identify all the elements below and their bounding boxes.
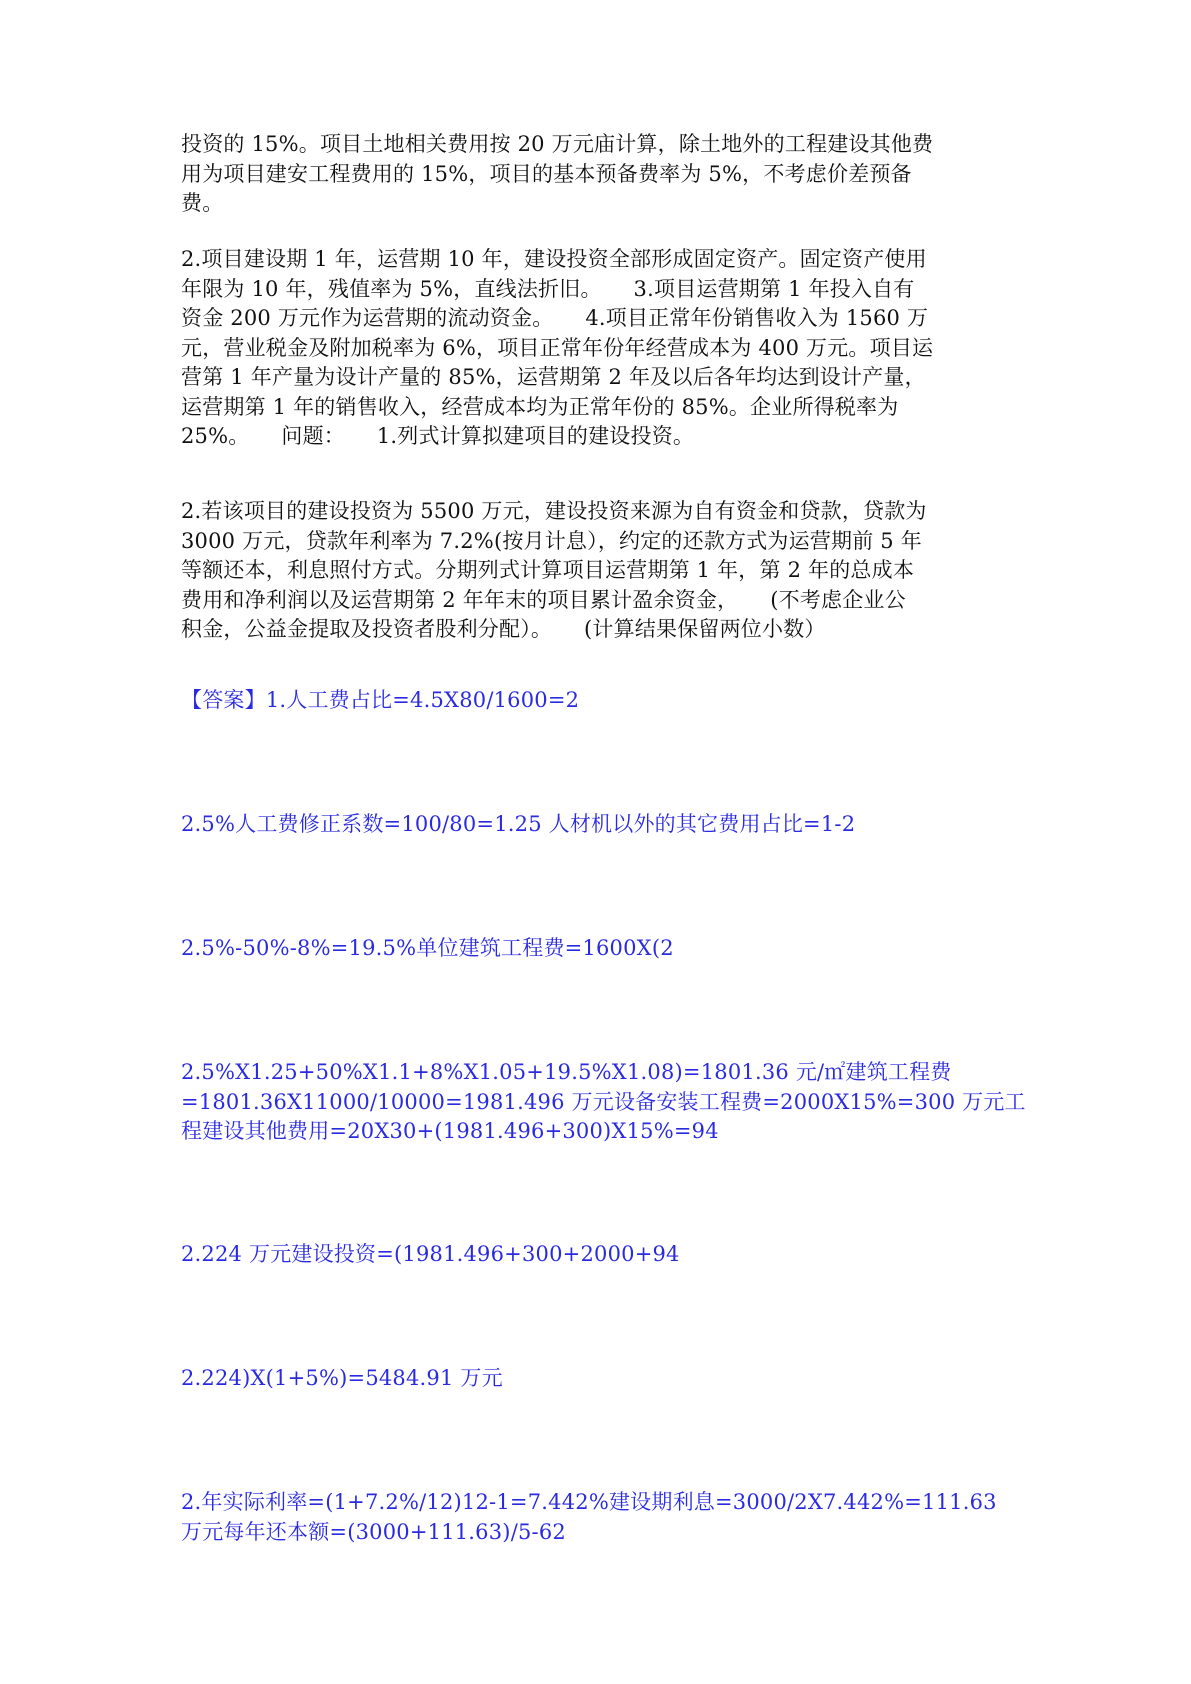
- answer-line-1: [181, 686, 1021, 716]
- text-line: 2.224 万元建设投资=(1981.496+300+2000+94: [181, 1242, 680, 1266]
- text-line: 2.224)X(1+5%)=5484.91 万元: [181, 1366, 503, 1390]
- text-line: 2.项目建设期 1 年，运营期 10 年，建设投资全部形成固定资产。固定资产使用: [181, 247, 927, 271]
- answer-line-3: [181, 934, 1021, 964]
- answer-line-5: [181, 1240, 1021, 1270]
- text-line: 投资的 15%。项目土地相关费用按 20 万元庙计算，除土地外的工程建设其他费: [181, 132, 934, 156]
- text-line: 3000 万元，贷款年利率为 7.2%(按月计息），约定的还款方式为运营期前 5 年: [181, 528, 922, 553]
- question-paragraph-2: [181, 245, 1021, 452]
- text-line: 2.年实际利率=(1+7.2%/12)12-1=7.442%建设期利息=3000/2X7.442%=111.63: [181, 1490, 997, 1514]
- answer-label: 【答案】: [181, 688, 266, 712]
- text-line: 费用和净利润以及运营期第 2 年年末的项目累计盈余资金， (不考虑企业公: [181, 587, 906, 612]
- question-paragraph-1: [181, 130, 1021, 219]
- text-line: 资金 200 万元作为运营期的流动资金。 4.项目正常年份销售收入为 1560 万: [181, 306, 929, 330]
- text-line: 程建设其他费用=20X30+(1981.496+300)X15%=94: [181, 1119, 719, 1143]
- text-line: 年限为 10 年，残值率为 5%，直线法折旧。 3.项目运营期第 1 年投入自有: [181, 276, 915, 301]
- text-line: 2.5%人工费修正系数=100/80=1.25 人材机以外的其它费用占比=1-2: [181, 812, 856, 836]
- question-paragraph-3: [181, 497, 1021, 645]
- answer-line-2: [181, 810, 1021, 840]
- text-line: 运营期第 1 年的销售收入，经营成本均为正常年份的 85%。企业所得税率为: [181, 394, 899, 419]
- answer-text: 1.人工费占比=4.5X80/1600=2: [265, 688, 580, 712]
- answer-paragraph-4: [181, 1058, 1026, 1147]
- text-line: 等额还本，利息照付方式。分期列式计算项目运营期第 1 年，第 2 年的总成本: [181, 558, 915, 582]
- answer-line-6: [181, 1364, 1021, 1394]
- text-line: =1801.36X11000/10000=1981.496 万元设备安装工程费=2000X15%=300 万元工: [181, 1089, 1026, 1114]
- text-line: 25%。 问题： 1.列式计算拟建项目的建设投资。: [181, 424, 695, 448]
- text-line: 元，营业税金及附加税率为 6%，项目正常年份年经营成本为 400 万元。项目运: [181, 335, 934, 360]
- text-line: 2.5%-50%-8%=19.5%单位建筑工程费=1600X(2: [181, 936, 674, 960]
- answer-paragraph-7: [181, 1488, 1021, 1547]
- text-line: 2.若该项目的建设投资为 5500 万元，建设投资来源为自有资金和贷款，贷款为: [181, 499, 927, 523]
- text-line: 营第 1 年产量为设计产量的 85%，运营期第 2 年及以后各年均达到设计产量，: [181, 365, 926, 389]
- text-line: 2.5%X1.25+50%X1.1+8%X1.05+19.5%X1.08)=1801.36 元/㎡建筑工程费: [181, 1060, 952, 1084]
- text-line: 费。: [181, 191, 224, 215]
- text-line: 积金，公益金提取及投资者股利分配）。 (计算结果保留两位小数）: [181, 617, 826, 641]
- text-line: 用为项目建安工程费用的 15%，项目的基本预备费率为 5%，不考虑价差预备: [181, 161, 912, 186]
- text-line: 万元每年还本额=(3000+111.63)/5-62: [181, 1519, 566, 1544]
